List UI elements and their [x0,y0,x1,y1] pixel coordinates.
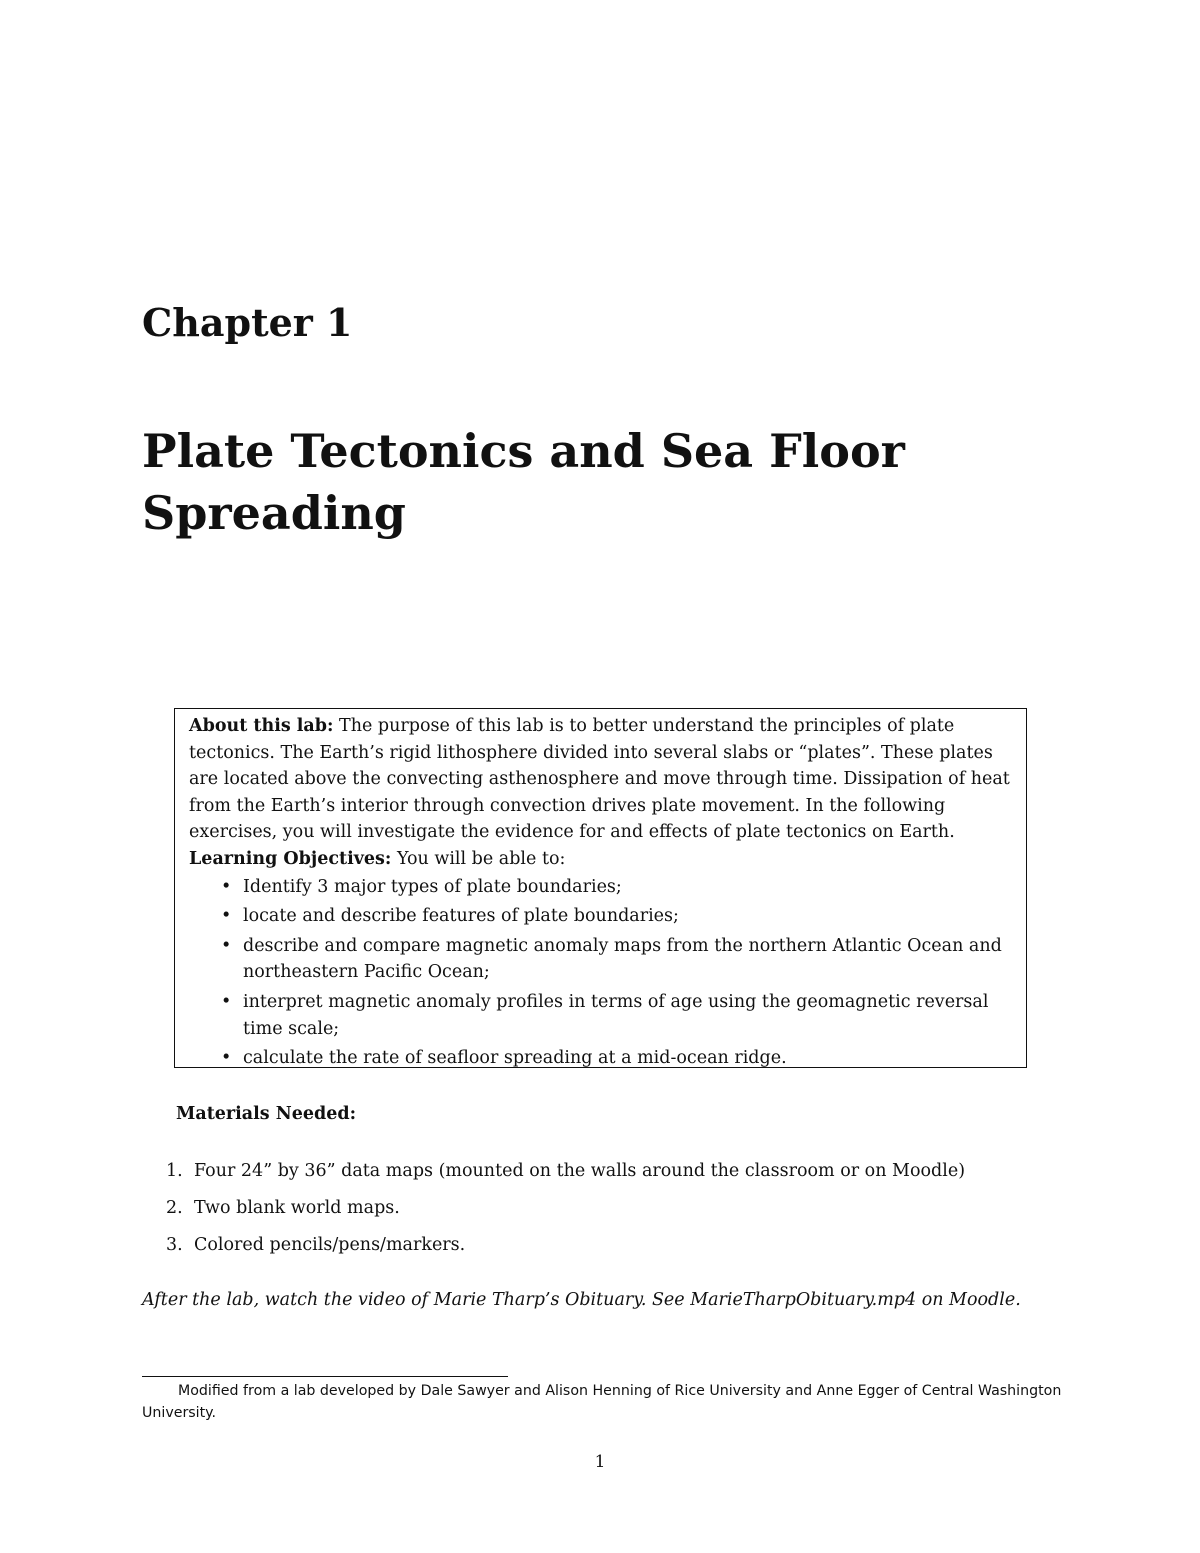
objectives-intro: You will be able to: [391,848,566,869]
bullet-icon: • [221,906,232,927]
bullet-icon: • [221,935,232,956]
materials-item: 1. Four 24” by 36” data maps (mounted on the walls around the classroom or on Moodle) [166,1158,1066,1195]
bullet-icon: • [221,876,232,897]
objective-item: • interpret magnetic anomaly profiles in terms of age using the geomagnetic reversal time scale; [217,989,1014,1042]
bullet-icon: • [221,991,232,1012]
bullet-icon: • [221,1048,232,1069]
objective-item: • Identify 3 major types of plate boundaries; [217,874,1014,901]
objective-item: • calculate the rate of seafloor spreading at a mid-ocean ridge. [217,1045,1014,1072]
chapter-label: Chapter 1 [142,300,353,345]
about-heading: About this lab: [189,716,334,736]
materials-heading: Materials Needed: [176,1104,357,1124]
objective-item: • describe and compare magnetic anomaly maps from the northern Atlantic Ocean and northeastern Pacific Ocean; [217,933,1014,986]
about-paragraph [189,713,1014,846]
after-lab-note: After the lab, watch the video of Marie Tharp’s Obituary. See MarieTharpObituary.mp4 on Moodle. [142,1290,1021,1310]
footnote-divider [142,1376,508,1377]
objective-item: • locate and describe features of plate boundaries; [217,903,1014,930]
item-number: 1. [166,1161,183,1181]
about-text: The purpose of this lab is to better understand the principles of plate tectonics. The Earth’s rigid lithosphere divided into several slabs or “plates”. These plates are located above the convecting asthenosphere and move through time. Dissipation of heat from the Earth’s interior through convection drives plate movement. In the following exercises, you will investigate the evidence for and effects of plate tectonics on Earth. [189,716,1010,843]
objectives-line [189,846,1014,873]
objectives-list [189,874,1014,1072]
materials-list [166,1158,1066,1269]
materials-item: 3. Colored pencils/pens/markers. [166,1232,1066,1269]
about-lab-box [174,708,1027,1068]
item-number: 2. [166,1198,183,1218]
page-number: 1 [594,1452,606,1472]
objectives-heading: Learning Objectives: [189,848,392,869]
item-number: 3. [166,1235,183,1255]
footnote: Modified from a lab developed by Dale Sawyer and Alison Henning of Rice University and Anne Egger of Central Washington University. [142,1383,1062,1421]
materials-item: 2. Two blank world maps. [166,1195,1066,1232]
chapter-title: Plate Tectonics and Sea Floor Spreading [142,424,905,540]
